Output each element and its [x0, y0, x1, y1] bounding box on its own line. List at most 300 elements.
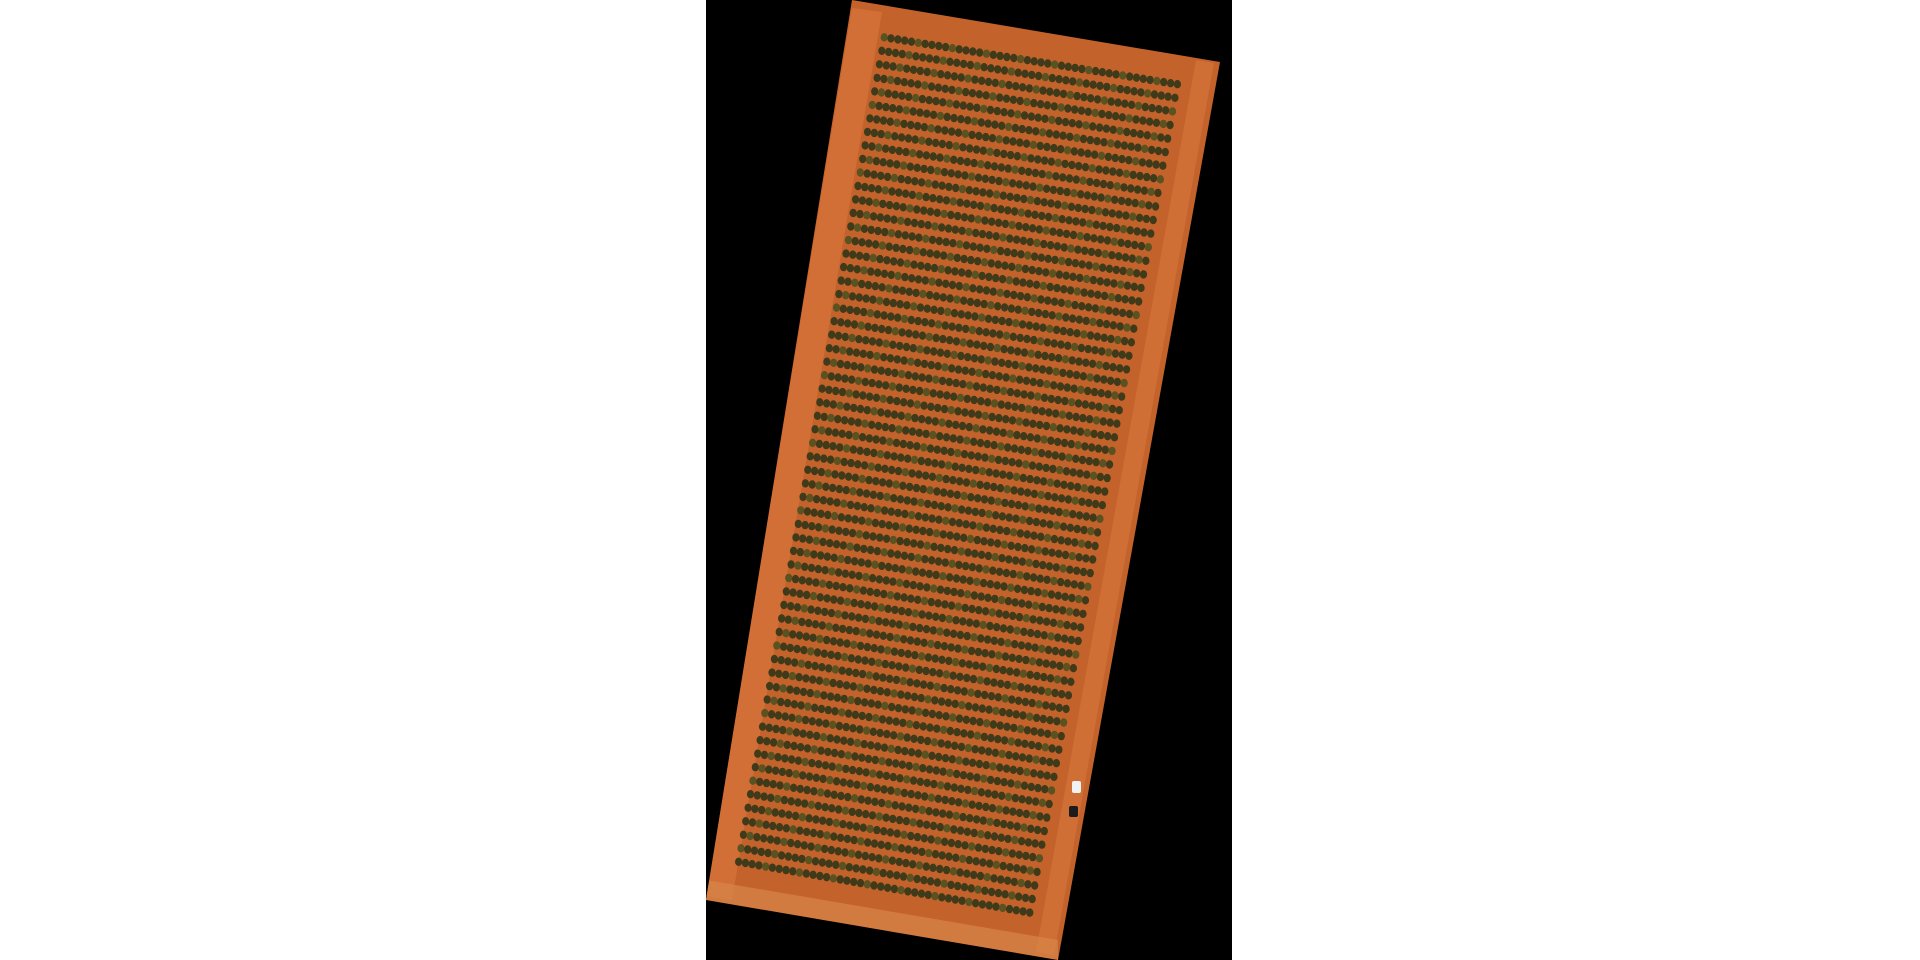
tree-canopy: [1015, 222, 1022, 230]
tree-canopy: [1015, 306, 1022, 314]
tree-canopy: [773, 641, 780, 649]
tree-canopy: [1028, 308, 1035, 316]
tree-canopy: [997, 289, 1004, 297]
tree-canopy: [1000, 624, 1007, 632]
tree-canopy: [886, 243, 893, 251]
tree-canopy: [1057, 340, 1064, 348]
tree-canopy: [816, 440, 823, 448]
tree-canopy: [1150, 216, 1157, 224]
tree-canopy: [1096, 165, 1103, 173]
tree-canopy: [1086, 178, 1093, 186]
tree-canopy: [1022, 460, 1029, 468]
tree-canopy: [898, 844, 905, 852]
tree-canopy: [1066, 133, 1073, 141]
tree-canopy: [902, 859, 909, 867]
tree-canopy: [1022, 852, 1029, 860]
tree-canopy: [814, 844, 821, 852]
tree-canopy: [891, 843, 898, 851]
tree-canopy: [965, 744, 972, 752]
tree-canopy: [978, 551, 985, 559]
tree-canopy: [943, 391, 950, 399]
tree-canopy: [1056, 75, 1063, 83]
tree-canopy: [971, 76, 978, 84]
tree-canopy: [778, 614, 785, 622]
tree-canopy: [1119, 309, 1126, 317]
tree-canopy: [1001, 736, 1008, 744]
tree-canopy: [1097, 277, 1104, 285]
tree-canopy: [1070, 622, 1077, 630]
tree-canopy: [1104, 278, 1111, 286]
tree-canopy: [999, 233, 1006, 241]
tree-canopy: [888, 508, 895, 516]
tree-canopy: [883, 298, 890, 306]
tree-canopy: [1160, 120, 1167, 128]
tree-canopy: [1029, 699, 1036, 707]
tree-canopy: [1026, 517, 1033, 525]
tree-canopy: [1119, 113, 1126, 121]
tree-canopy: [1005, 81, 1012, 89]
tree-canopy: [1061, 676, 1068, 684]
tree-canopy: [982, 133, 989, 141]
tree-canopy: [941, 642, 948, 650]
tree-canopy: [969, 801, 976, 809]
tree-canopy: [1012, 598, 1019, 606]
tree-canopy: [901, 273, 908, 281]
tree-canopy: [1017, 334, 1024, 342]
tree-canopy: [915, 317, 922, 325]
tree-canopy: [923, 583, 930, 591]
tree-canopy: [1067, 524, 1074, 532]
tree-canopy: [1125, 352, 1132, 360]
tree-canopy: [1038, 212, 1045, 220]
tree-canopy: [917, 736, 924, 744]
tree-canopy: [784, 741, 791, 749]
tree-canopy: [938, 739, 945, 747]
tree-canopy: [828, 609, 835, 617]
tree-canopy: [921, 639, 928, 647]
tree-canopy: [921, 318, 928, 326]
tree-canopy: [1049, 702, 1056, 710]
tree-canopy: [866, 393, 873, 401]
tree-canopy: [872, 240, 879, 248]
tree-canopy: [919, 373, 926, 381]
tree-canopy: [990, 51, 997, 59]
tree-canopy: [838, 276, 845, 284]
tree-canopy: [1050, 144, 1057, 152]
tree-canopy: [991, 399, 998, 407]
tree-canopy: [1077, 232, 1084, 240]
tree-canopy: [1027, 867, 1034, 875]
tree-canopy: [935, 279, 942, 287]
tree-canopy: [891, 369, 898, 377]
tree-canopy: [807, 689, 814, 697]
tree-canopy: [801, 799, 808, 807]
tree-canopy: [1000, 820, 1007, 828]
tree-canopy: [996, 763, 1003, 771]
tree-canopy: [983, 91, 990, 99]
tree-canopy: [977, 397, 984, 405]
tree-canopy: [788, 797, 795, 805]
tree-canopy: [1099, 501, 1106, 509]
tree-canopy: [842, 333, 849, 341]
tree-canopy: [1138, 200, 1145, 208]
tree-canopy: [931, 543, 938, 551]
tree-canopy: [779, 768, 786, 776]
tree-canopy: [918, 848, 925, 856]
tree-canopy: [1033, 239, 1040, 247]
tree-canopy: [973, 815, 980, 823]
tree-canopy: [818, 468, 825, 476]
tree-canopy: [1046, 758, 1053, 766]
tree-canopy: [868, 462, 875, 470]
tree-canopy: [1071, 147, 1078, 155]
tree-canopy: [976, 718, 983, 726]
tree-canopy: [788, 714, 795, 722]
tree-canopy: [751, 805, 758, 813]
tree-canopy: [1158, 91, 1165, 99]
tree-canopy: [832, 624, 839, 632]
tree-canopy: [841, 653, 848, 661]
tree-canopy: [803, 828, 810, 836]
tree-canopy: [959, 659, 966, 667]
tree-canopy: [993, 819, 1000, 827]
tree-canopy: [1065, 649, 1072, 657]
tree-canopy: [1009, 849, 1016, 857]
tree-canopy: [1069, 510, 1076, 518]
tree-canopy: [860, 545, 867, 553]
tree-canopy: [1051, 493, 1058, 501]
tree-canopy: [1041, 631, 1048, 639]
tree-canopy: [817, 593, 824, 601]
tree-canopy: [815, 565, 822, 573]
tree-canopy: [939, 140, 946, 148]
tree-canopy: [902, 231, 909, 239]
tree-canopy: [1013, 906, 1020, 914]
tree-canopy: [777, 698, 784, 706]
tree-canopy: [965, 702, 972, 710]
tree-canopy: [899, 287, 906, 295]
tree-canopy: [1048, 395, 1055, 403]
tree-canopy: [1051, 731, 1058, 739]
tree-canopy: [1073, 134, 1080, 142]
tree-canopy: [972, 229, 979, 237]
tree-canopy: [959, 855, 966, 863]
tree-canopy: [896, 342, 903, 350]
tree-canopy: [868, 421, 875, 429]
tree-canopy: [977, 439, 984, 447]
tree-canopy: [1165, 93, 1172, 101]
tree-canopy: [929, 431, 936, 439]
tree-canopy: [1078, 302, 1085, 310]
tree-canopy: [943, 670, 950, 678]
tree-canopy: [1035, 742, 1042, 750]
tree-canopy: [946, 336, 953, 344]
tree-canopy: [890, 257, 897, 265]
tree-canopy: [1013, 710, 1020, 718]
tree-canopy: [934, 641, 941, 649]
tree-canopy: [1026, 321, 1033, 329]
tree-canopy: [868, 184, 875, 192]
tree-canopy: [905, 845, 912, 853]
tree-canopy: [1001, 262, 1008, 270]
tree-canopy: [827, 497, 834, 505]
tree-canopy: [981, 300, 988, 308]
tree-canopy: [790, 547, 797, 555]
tree-canopy: [899, 761, 906, 769]
tree-canopy: [834, 694, 841, 702]
tree-canopy: [1090, 234, 1097, 242]
tree-canopy: [827, 414, 834, 422]
tree-canopy: [907, 163, 914, 171]
tree-canopy: [874, 227, 881, 235]
tree-canopy: [853, 822, 860, 830]
tree-canopy: [756, 819, 763, 827]
tree-canopy: [904, 218, 911, 226]
tree-canopy: [1122, 211, 1129, 219]
tree-canopy: [989, 413, 996, 421]
tree-canopy: [923, 388, 930, 396]
tree-canopy: [916, 192, 923, 200]
tree-canopy: [955, 603, 962, 611]
orchard-orthomosaic: [706, 0, 1232, 960]
tree-canopy: [1074, 246, 1081, 254]
tree-canopy: [1062, 313, 1069, 321]
tree-canopy: [1012, 124, 1019, 132]
tree-canopy: [848, 654, 855, 662]
tree-canopy: [892, 327, 899, 335]
tree-canopy: [894, 550, 901, 558]
tree-canopy: [930, 347, 937, 355]
tree-canopy: [1107, 418, 1114, 426]
tree-canopy: [1087, 373, 1094, 381]
tree-canopy: [976, 760, 983, 768]
tree-canopy: [899, 50, 906, 58]
tree-canopy: [933, 571, 940, 579]
tree-canopy: [879, 436, 886, 444]
tree-canopy: [1040, 240, 1047, 248]
tree-canopy: [810, 550, 817, 558]
tree-canopy: [974, 536, 981, 544]
tree-canopy: [927, 403, 934, 411]
tree-canopy: [1103, 362, 1110, 370]
tree-canopy: [1085, 303, 1092, 311]
tree-canopy: [1104, 474, 1111, 482]
tree-canopy: [860, 308, 867, 316]
tree-canopy: [882, 855, 889, 863]
tree-canopy: [1036, 463, 1043, 471]
tree-canopy: [895, 509, 902, 517]
tree-canopy: [1157, 133, 1164, 141]
tree-canopy: [1002, 415, 1009, 423]
tree-canopy: [1041, 435, 1048, 443]
tree-canopy: [948, 86, 955, 94]
tree-canopy: [908, 790, 915, 798]
tree-canopy: [1084, 387, 1091, 395]
tree-canopy: [1064, 579, 1071, 587]
tree-canopy: [884, 214, 891, 222]
tree-canopy: [936, 432, 943, 440]
tree-canopy: [937, 112, 944, 120]
tree-canopy: [1116, 406, 1123, 414]
tree-canopy: [1073, 371, 1080, 379]
tree-canopy: [924, 779, 931, 787]
tree-canopy: [987, 776, 994, 784]
tree-canopy: [808, 842, 815, 850]
tree-canopy: [920, 722, 927, 730]
tree-canopy: [1031, 294, 1038, 302]
tree-canopy: [1040, 673, 1047, 681]
tree-canopy: [859, 628, 866, 636]
tree-canopy: [943, 238, 950, 246]
tree-canopy: [1054, 633, 1061, 641]
tree-canopy: [943, 475, 950, 483]
tree-canopy: [855, 572, 862, 580]
tree-canopy: [805, 856, 812, 864]
tree-canopy: [868, 658, 875, 666]
tree-canopy: [833, 819, 840, 827]
tree-canopy: [1026, 713, 1033, 721]
tree-canopy: [819, 621, 826, 629]
tree-canopy: [927, 208, 934, 216]
tree-canopy: [984, 831, 991, 839]
tree-canopy: [952, 226, 959, 234]
tree-canopy: [920, 485, 927, 493]
tree-canopy: [1016, 809, 1023, 817]
tree-canopy: [879, 283, 886, 291]
tree-canopy: [841, 458, 848, 466]
tree-canopy: [910, 66, 917, 74]
tree-canopy: [852, 474, 859, 482]
tree-canopy: [929, 236, 936, 244]
tree-canopy: [1029, 182, 1036, 190]
tree-canopy: [782, 629, 789, 637]
tree-canopy: [1021, 348, 1028, 356]
tree-canopy: [1023, 810, 1030, 818]
tree-canopy: [989, 329, 996, 337]
tree-canopy: [1052, 451, 1059, 459]
tree-canopy: [957, 352, 964, 360]
tree-canopy: [881, 785, 888, 793]
tree-canopy: [865, 755, 872, 763]
tree-canopy: [950, 197, 957, 205]
tree-canopy: [1062, 76, 1069, 84]
tree-canopy: [923, 430, 930, 438]
tree-canopy: [1042, 743, 1049, 751]
tree-canopy: [897, 300, 904, 308]
tree-canopy: [1015, 697, 1022, 705]
tree-canopy: [886, 438, 893, 446]
tree-canopy: [1128, 101, 1135, 109]
tree-canopy: [914, 875, 921, 883]
tree-canopy: [1001, 499, 1008, 507]
tree-canopy: [930, 780, 937, 788]
tree-canopy: [1075, 441, 1082, 449]
tree-canopy: [835, 764, 842, 772]
tree-canopy: [847, 696, 854, 704]
tree-canopy: [1098, 152, 1105, 160]
tree-canopy: [819, 538, 826, 546]
tree-canopy: [754, 791, 761, 799]
tree-canopy: [959, 143, 966, 151]
tree-canopy: [939, 335, 946, 343]
tree-canopy: [1011, 682, 1018, 690]
tree-canopy: [869, 337, 876, 345]
tree-canopy: [830, 359, 837, 367]
tree-canopy: [962, 758, 969, 766]
tree-canopy: [1005, 360, 1012, 368]
tree-canopy: [872, 477, 879, 485]
tree-canopy: [964, 590, 971, 598]
tree-canopy: [853, 864, 860, 872]
tree-canopy: [916, 387, 923, 395]
tree-canopy: [924, 695, 931, 703]
tree-canopy: [1081, 288, 1088, 296]
tree-canopy: [956, 756, 963, 764]
tree-canopy: [1033, 672, 1040, 680]
tree-canopy: [1055, 312, 1062, 320]
tree-canopy: [1057, 578, 1064, 586]
tree-canopy: [985, 78, 992, 86]
tree-canopy: [806, 731, 813, 739]
tree-canopy: [754, 750, 761, 758]
tree-canopy: [758, 848, 765, 856]
tree-canopy: [918, 415, 925, 423]
tree-canopy: [907, 874, 914, 882]
tree-canopy: [1090, 81, 1097, 89]
tree-canopy: [903, 580, 910, 588]
tree-canopy: [872, 756, 879, 764]
tree-canopy: [1090, 514, 1097, 522]
tree-canopy: [944, 740, 951, 748]
tree-canopy: [909, 860, 916, 868]
tree-canopy: [1012, 794, 1019, 802]
tree-canopy: [1018, 879, 1025, 887]
tree-canopy: [905, 329, 912, 337]
tree-canopy: [946, 573, 953, 581]
tree-canopy: [967, 298, 974, 306]
tree-canopy: [813, 774, 820, 782]
tree-canopy: [898, 649, 905, 657]
tree-canopy: [980, 537, 987, 545]
tree-canopy: [1049, 507, 1056, 515]
tree-canopy: [958, 268, 965, 276]
tree-canopy: [935, 42, 942, 50]
tree-canopy: [1059, 411, 1066, 419]
tree-canopy: [1143, 173, 1150, 181]
tree-canopy: [915, 39, 922, 47]
tree-canopy: [1063, 705, 1070, 713]
tree-canopy: [1100, 375, 1107, 383]
tree-canopy: [971, 787, 978, 795]
tree-canopy: [768, 752, 775, 760]
tree-canopy: [861, 656, 868, 664]
tree-canopy: [794, 561, 801, 569]
tree-canopy: [1138, 284, 1145, 292]
tree-canopy: [1087, 290, 1094, 298]
tree-canopy: [972, 271, 979, 279]
tree-canopy: [861, 698, 868, 706]
tree-canopy: [1034, 868, 1041, 876]
tree-canopy: [915, 512, 922, 520]
tree-canopy: [871, 602, 878, 610]
tree-canopy: [1063, 621, 1070, 629]
tree-canopy: [1157, 175, 1164, 183]
tree-canopy: [785, 811, 792, 819]
tree-canopy: [941, 405, 948, 413]
tree-canopy: [951, 546, 958, 554]
tree-canopy: [811, 745, 818, 753]
tree-canopy: [961, 883, 968, 891]
